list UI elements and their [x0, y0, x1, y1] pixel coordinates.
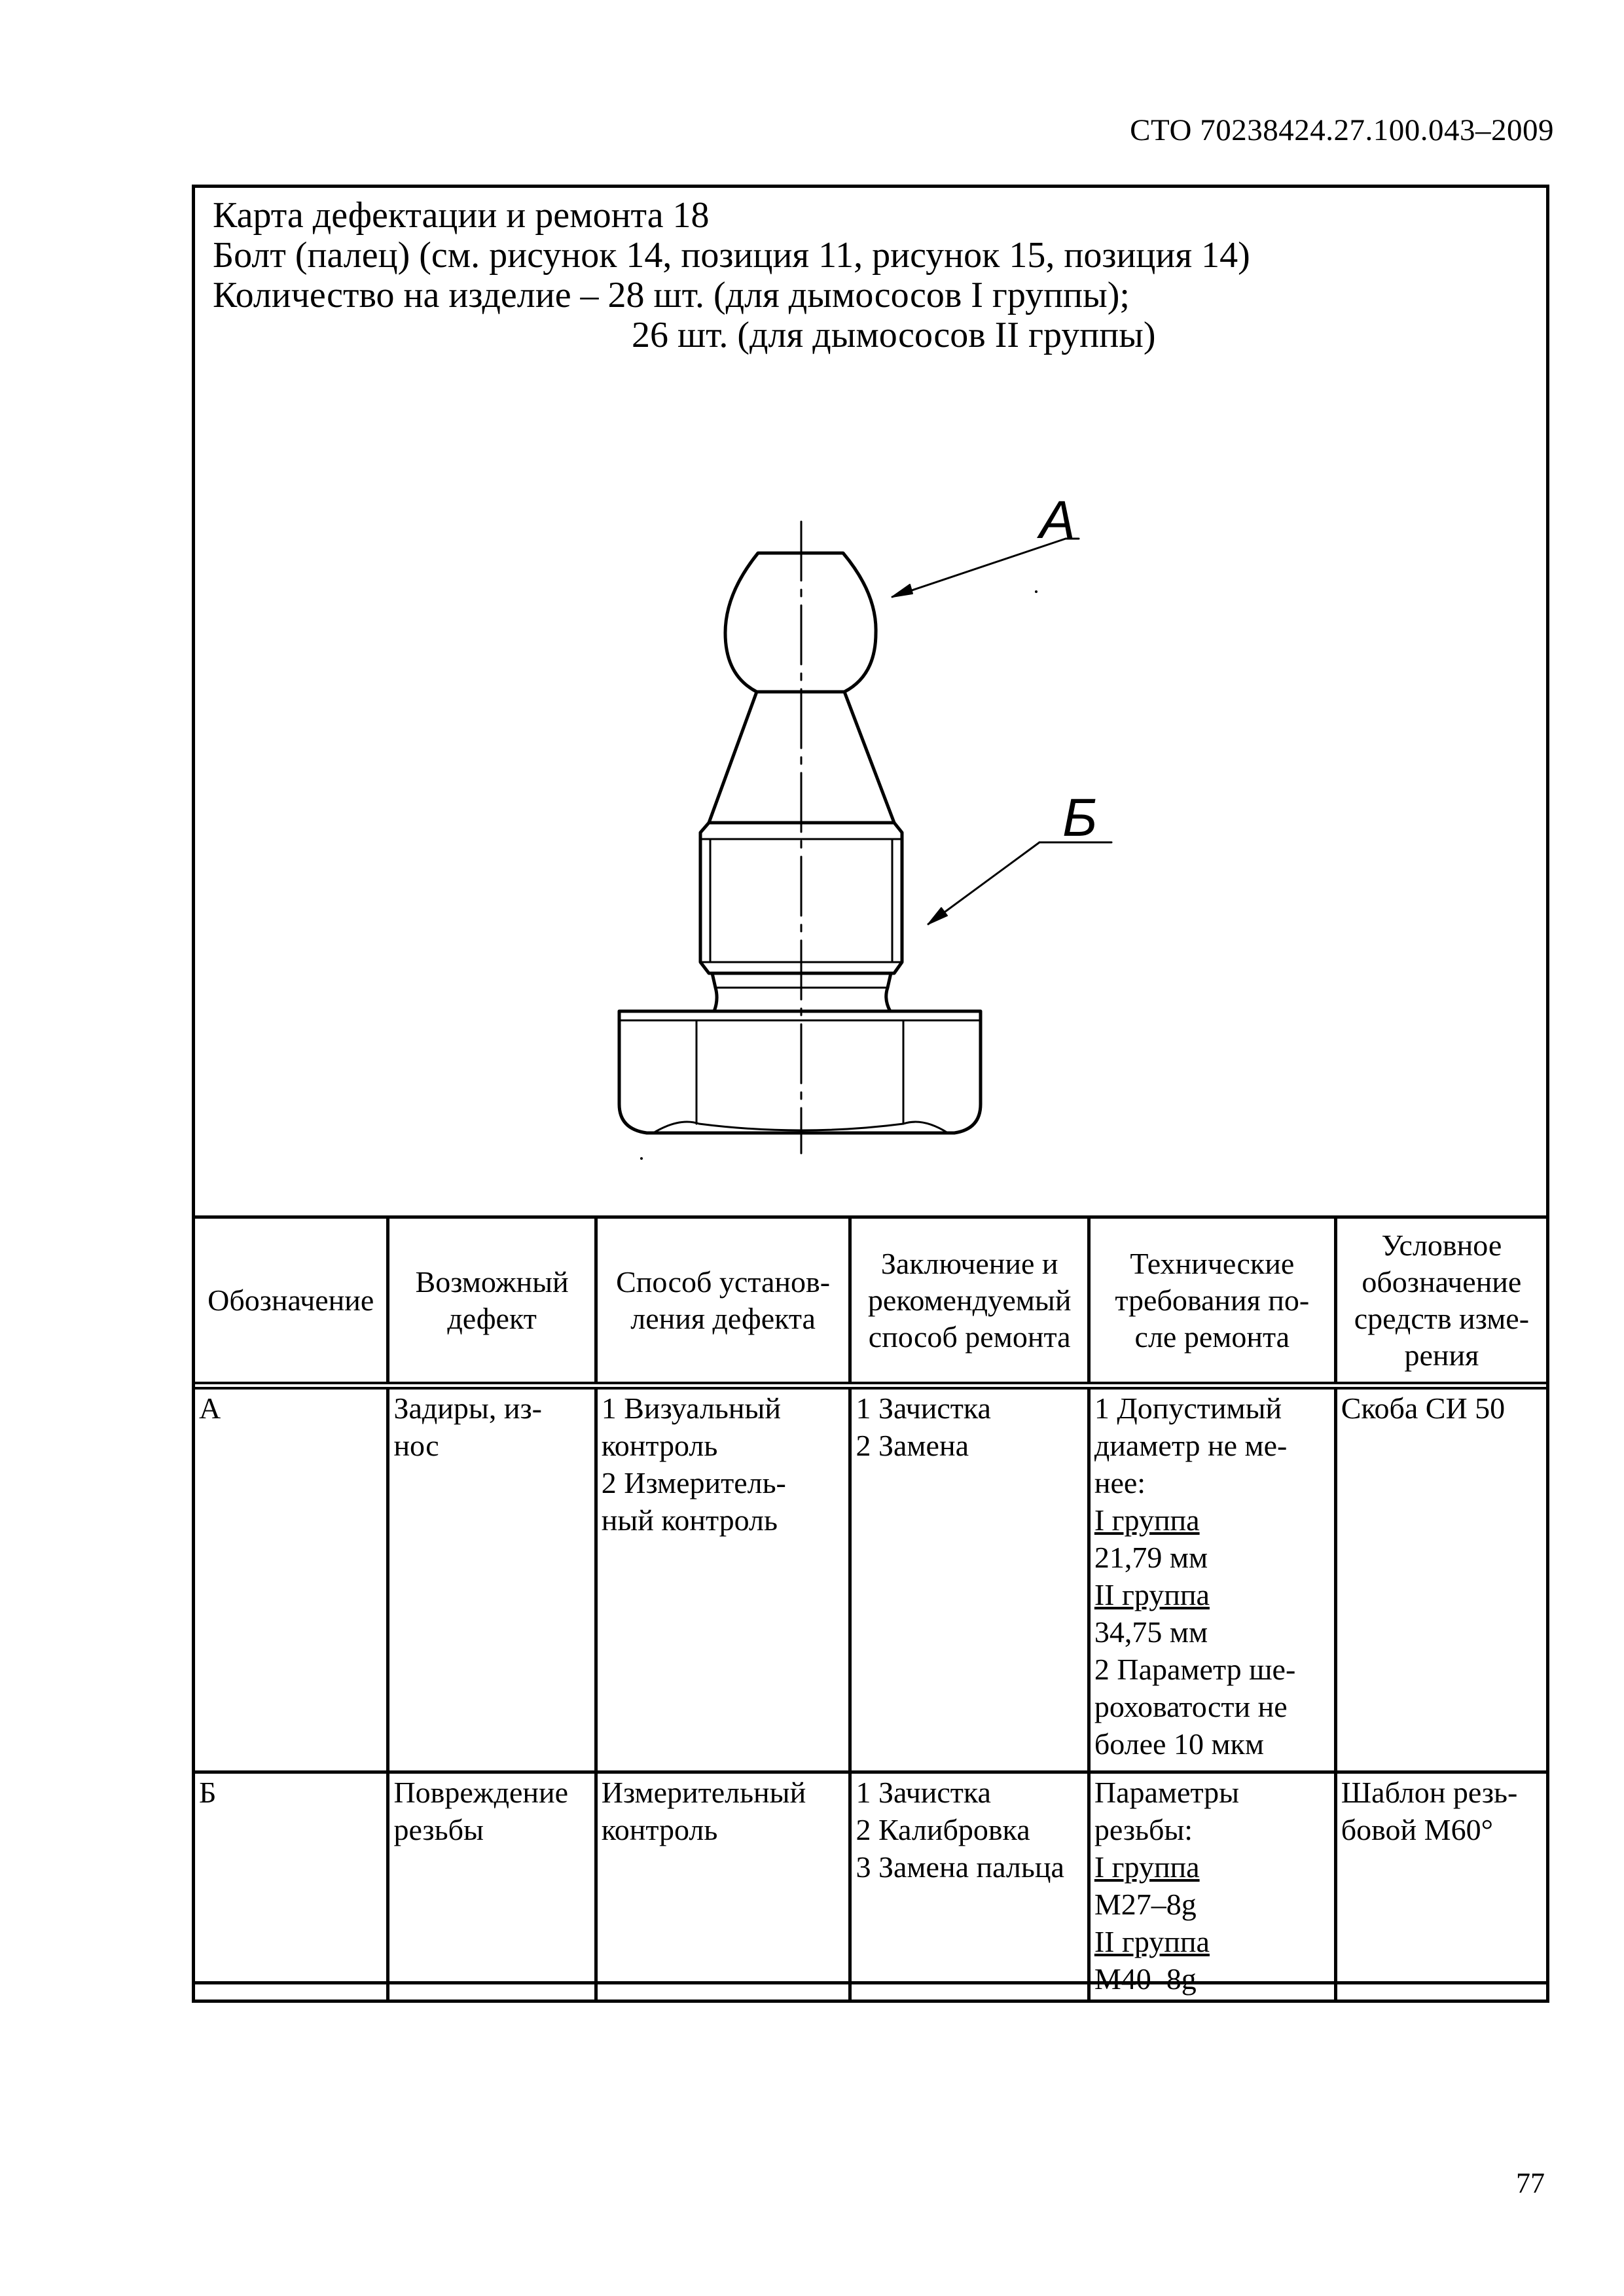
cell-tools: Шаблон резь- бовой М60° — [1335, 1772, 1547, 2001]
cell-requirements: 1 Допустимый диаметр не ме- нее: I группа 21,79 мм II группа 34,75 мм 2 Параметр ше- роховатости не более 10 мкм — [1089, 1386, 1335, 1772]
header-designation: Обозначение — [194, 1217, 388, 1386]
header-method: Способ установ- ления дефекта — [596, 1217, 850, 1386]
header-defect: Возможный дефект — [388, 1217, 596, 1386]
defect-table — [192, 1215, 1549, 2003]
label-a: А — [1039, 490, 1075, 550]
cell-repair: 1 Зачистка 2 Замена — [850, 1386, 1089, 1772]
table-row — [194, 1772, 1548, 2001]
header-repair: Заключение и рекомендуемый способ ремонта — [850, 1217, 1089, 1386]
card-title: Карта дефектации и ремонта 18 — [213, 195, 710, 236]
table-row — [194, 1386, 1548, 1772]
cell-method: 1 Визуальный контроль 2 Измеритель- ный контроль — [596, 1386, 850, 1772]
cell-defect: Задиры, из- нос — [388, 1386, 596, 1772]
quantity-line-2: 26 шт. (для дымососов II группы) — [632, 315, 1156, 355]
part-name: Болт (палец) (см. рисунок 14, позиция 11, рисунок 15, позиция 14) — [213, 235, 1250, 276]
document-code: СТО 70238424.27.100.043–2009 — [1130, 113, 1554, 147]
table-header-row — [194, 1217, 1548, 1386]
cell-requirements: Параметры резьбы: I группа М27–8g II группа М40–8g — [1089, 1772, 1335, 2001]
hex-collar — [619, 1011, 981, 1133]
header-requirements: Технические требования по- сле ремонта — [1089, 1217, 1335, 1386]
cell-method: Измерительный контроль — [596, 1772, 850, 2001]
cell-designation: А — [194, 1386, 388, 1772]
quantity-line-1: Количество на изделие – 28 шт. (для дымососов I группы); — [213, 275, 1130, 315]
header-tools: Условное обозначение средств изме- рения — [1335, 1217, 1547, 1386]
page-number: 77 — [1516, 2167, 1545, 2199]
cell-tools: Скоба СИ 50 — [1335, 1386, 1547, 1772]
cell-designation: Б — [194, 1772, 388, 2001]
bolt-drawing — [195, 188, 1546, 1215]
defect-card — [192, 185, 1549, 1996]
cell-repair: 1 Зачистка 2 Калибровка 3 Замена пальца — [850, 1772, 1089, 2001]
cell-defect: Повреждение резьбы — [388, 1772, 596, 2001]
label-b: Б — [1062, 788, 1098, 848]
